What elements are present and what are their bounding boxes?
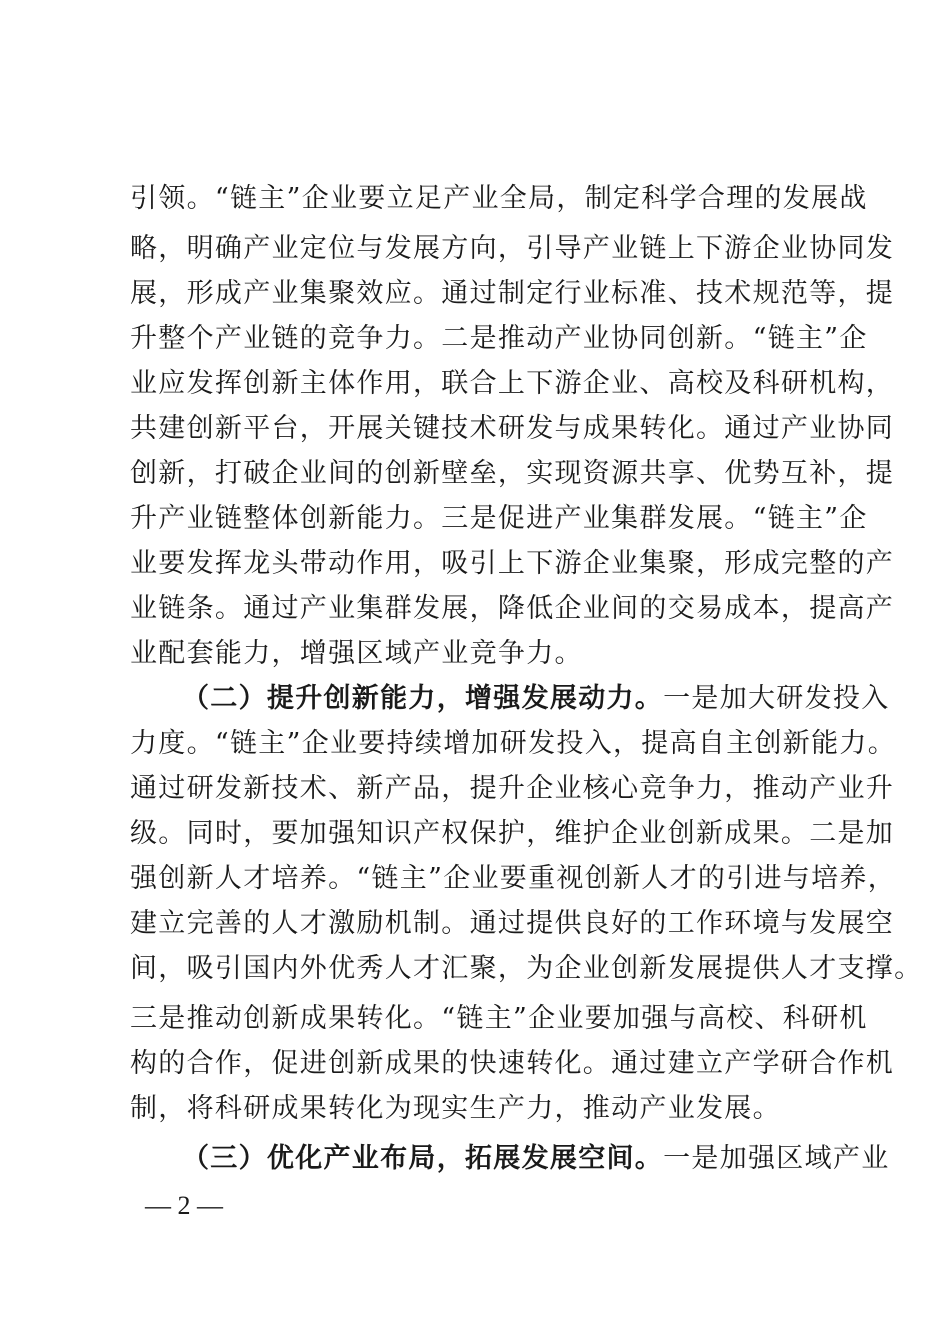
section-2-lead-text: 一是加大研发投入 bbox=[663, 683, 890, 714]
body-line: 业要发挥龙头带动作用，吸引上下游企业集聚，形成完整的产 bbox=[130, 548, 895, 579]
body-line: 通过研发新技术、新产品，提升企业核心竞争力，推动产业升 bbox=[130, 773, 895, 804]
body-line: 业配套能力，增强区域产业竞争力。 bbox=[130, 638, 583, 669]
body-line: 业应发挥创新主体作用，联合上下游企业、高校及科研机构， bbox=[130, 368, 895, 399]
page-number: — 2 — bbox=[145, 1191, 223, 1220]
body-line: 级。同时，要加强知识产权保护，维护企业创新成果。二是加 bbox=[130, 818, 895, 849]
body-line: 构的合作，促进创新成果的快速转化。通过建立产学研合作机 bbox=[130, 1048, 895, 1079]
section-3-lead-text: 一是加强区域产业 bbox=[663, 1143, 890, 1174]
body-line: 升整个产业链的竞争力。二是推动产业协同创新。“链主”企 bbox=[130, 323, 868, 354]
body-line: 力度。“链主”企业要持续增加研发投入，提高自主创新能力。 bbox=[130, 728, 897, 759]
body-line: 共建创新平台，开展关键技术研发与成果转化。通过产业协同 bbox=[130, 413, 895, 444]
body-line: 升产业链整体创新能力。三是促进产业集群发展。“链主”企 bbox=[130, 503, 868, 534]
section-3-first-line bbox=[182, 1140, 890, 1178]
section-3-heading: （三）优化产业布局，拓展发展空间。 bbox=[182, 1143, 664, 1174]
body-line: 引领。“链主”企业要立足产业全局，制定科学合理的发展战 bbox=[130, 183, 868, 214]
body-line: 创新，打破企业间的创新壁垒，实现资源共享、优势互补，提 bbox=[130, 458, 895, 489]
body-line: 建立完善的人才激励机制。通过提供良好的工作环境与发展空 bbox=[130, 908, 895, 939]
body-line: 略，明确产业定位与发展方向，引导产业链上下游企业协同发 bbox=[130, 233, 895, 264]
body-line: 强创新人才培养。“链主”企业要重视创新人才的引进与培养， bbox=[130, 863, 897, 894]
body-line: 制，将科研成果转化为现实生产力，推动产业发展。 bbox=[130, 1093, 781, 1124]
section-2-heading: （二）提升创新能力，增强发展动力。 bbox=[182, 683, 664, 714]
body-line: 三是推动创新成果转化。“链主”企业要加强与高校、科研机 bbox=[130, 1003, 868, 1034]
section-2-first-line bbox=[182, 680, 890, 718]
body-line: 间，吸引国内外优秀人才汇聚，为企业创新发展提供人才支撑。 bbox=[130, 953, 923, 984]
body-line: 业链条。通过产业集群发展，降低企业间的交易成本，提高产 bbox=[130, 593, 895, 624]
body-line: 展，形成产业集聚效应。通过制定行业标准、技术规范等，提 bbox=[130, 278, 895, 309]
